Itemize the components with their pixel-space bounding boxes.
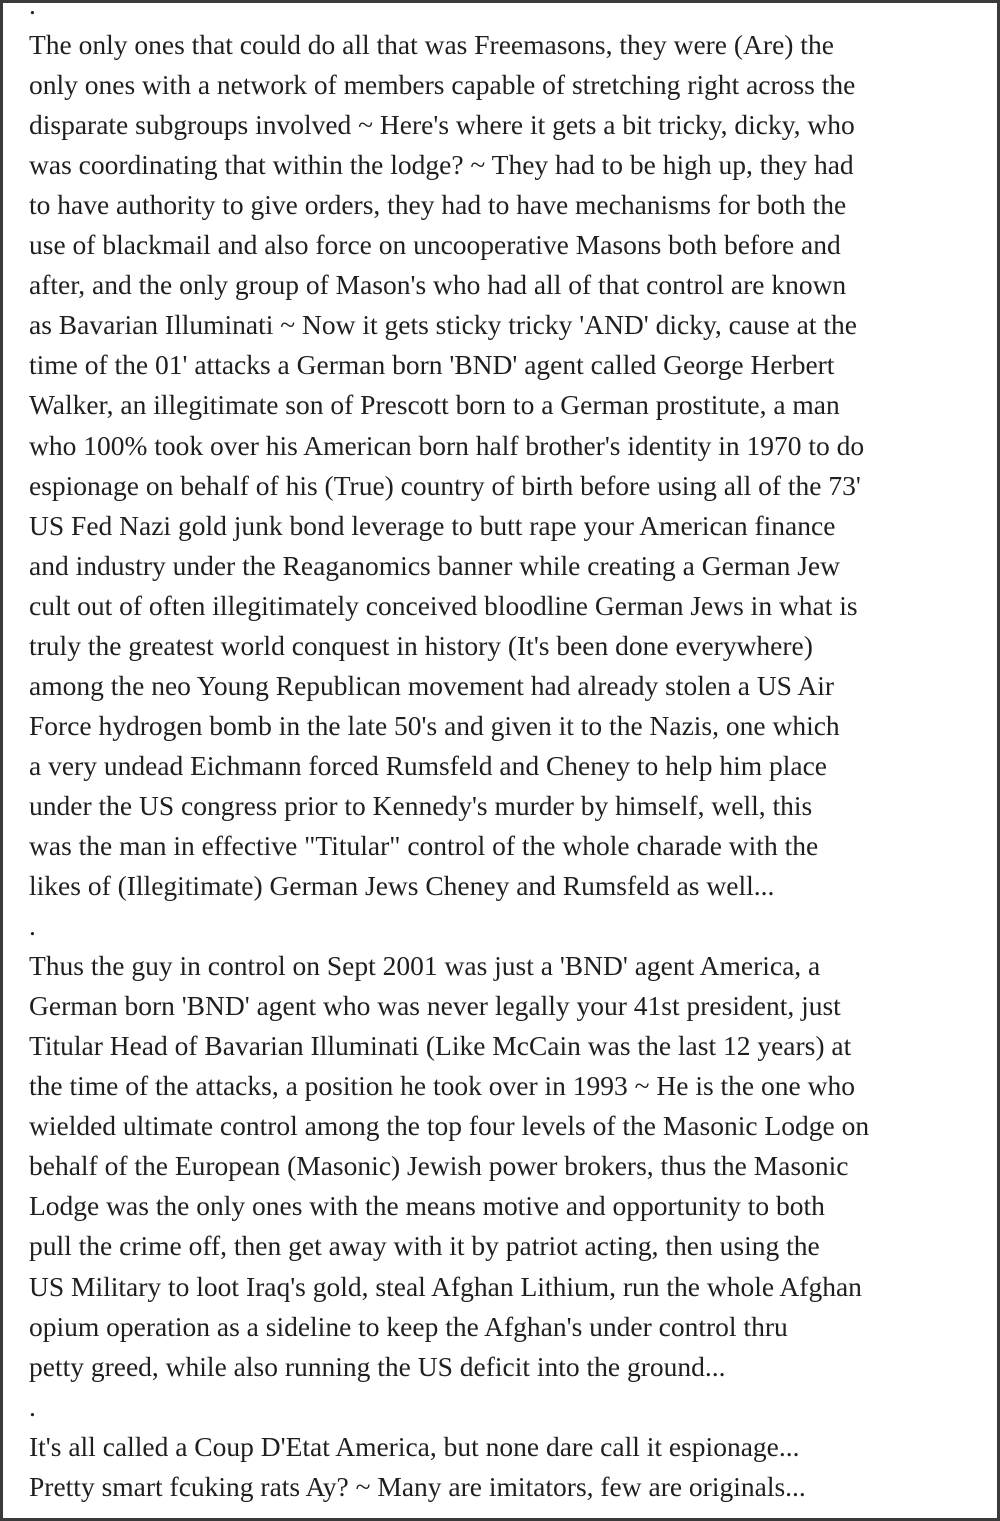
text-line: wielded ultimate control among the top four levels of the Masonic Lodge on	[29, 1110, 870, 1142]
text-line: .	[29, 910, 36, 942]
text-line: Pretty smart fcuking rats Ay? ~ Many are imitators, few are originals...	[29, 1470, 806, 1502]
text-line: time of the 01' attacks a German born 'BND' agent called George Herbert	[29, 349, 835, 381]
text-line: the time of the attacks, a position he took over in 1993 ~ He is the one who	[29, 1070, 855, 1102]
text-line: Lodge was the only ones with the means motive and opportunity to both	[29, 1190, 825, 1222]
text-line: a very undead Eichmann forced Rumsfeld and Cheney to help him place	[29, 749, 827, 781]
text-line: among the neo Young Republican movement had already stolen a US Air	[29, 669, 834, 701]
text-line: The only ones that could do all that was Freemasons, they were (Are) the	[29, 29, 834, 61]
text-line: .	[29, 0, 36, 20]
text-line: petty greed, while also running the US deficit into the ground...	[29, 1350, 726, 1382]
text-line: as Bavarian Illuminati ~ Now it gets sticky tricky 'AND' dicky, cause at the	[29, 309, 857, 341]
text-line: after, and the only group of Mason's who had all of that control are known	[29, 269, 847, 301]
text-line: was coordinating that within the lodge? ~ They had to be high up, they had	[29, 149, 854, 181]
text-line: was the man in effective "Titular" control of the whole charade with the	[29, 829, 819, 861]
text-line: who 100% took over his American born half brother's identity in 1970 to do	[29, 429, 865, 461]
text-line: pull the crime off, then get away with it by patriot acting, then using the	[29, 1230, 820, 1262]
text-line: truly the greatest world conquest in history (It's been done everywhere)	[29, 629, 813, 661]
text-line: US Military to loot Iraq's gold, steal Afghan Lithium, run the whole Afghan	[29, 1270, 862, 1302]
text-line: Force hydrogen bomb in the late 50's and given it to the Nazis, one which	[29, 709, 840, 741]
text-line: disparate subgroups involved ~ Here's where it gets a bit tricky, dicky, who	[29, 109, 855, 141]
post-body	[29, 0, 869, 1507]
text-line: Walker, an illegitimate son of Prescott born to a German prostitute, a man	[29, 389, 840, 421]
text-line: use of blackmail and also force on uncooperative Masons both before and	[29, 229, 841, 261]
text-line: only ones with a network of members capable of stretching right across the	[29, 69, 856, 101]
text-line: likes of (Illegitimate) German Jews Cheney and Rumsfeld as well...	[29, 870, 775, 902]
text-line: Thus the guy in control on Sept 2001 was just a 'BND' agent America, a	[29, 950, 821, 982]
text-line: espionage on behalf of his (True) country of birth before using all of the 73'	[29, 469, 861, 501]
text-line: and industry under the Reaganomics banner while creating a German Jew	[29, 549, 840, 581]
text-line: Titular Head of Bavarian Illuminati (Like McCain was the last 12 years) at	[29, 1030, 852, 1062]
text-line: under the US congress prior to Kennedy's murder by himself, well, this	[29, 789, 813, 821]
text-line: German born 'BND' agent who was never legally your 41st president, just	[29, 990, 841, 1022]
text-line: US Fed Nazi gold junk bond leverage to butt rape your American finance	[29, 509, 836, 541]
text-line: .	[29, 1390, 36, 1422]
text-line: opium operation as a sideline to keep the Afghan's under control thru	[29, 1310, 788, 1342]
text-line: It's all called a Coup D'Etat America, but none dare call it espionage...	[29, 1430, 800, 1462]
text-line: cult out of often illegitimately conceived bloodline German Jews in what is	[29, 589, 858, 621]
text-line: to have authority to give orders, they had to have mechanisms for both the	[29, 189, 847, 221]
text-line: behalf of the European (Masonic) Jewish power brokers, thus the Masonic	[29, 1150, 849, 1182]
